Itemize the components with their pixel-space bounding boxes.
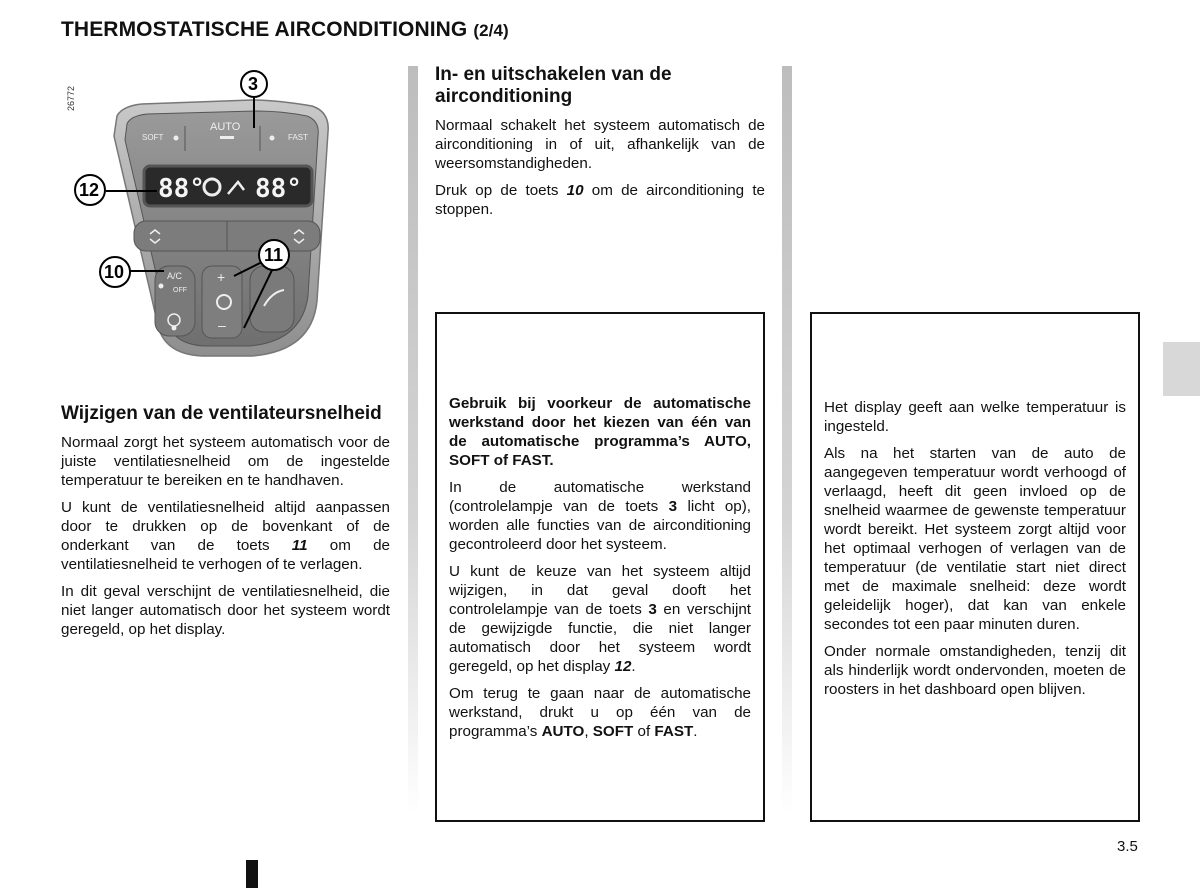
column-divider-right	[782, 66, 792, 816]
auto-mode-paragraph-4: Om terug te gaan naar de automatische werkstand, drukt u op één van de programma’s AUTO, SOFT of FAST.	[449, 685, 751, 740]
display-right-temp: 88°	[255, 174, 302, 204]
auto-mode-paragraph-3: U kunt de keuze van het systeem altijd wijzigen, in dat geval dooft het controlelampje van de toets 3 en verschijnt de gewijzigde functie, die niet langer automatisch door het systeem wordt geregeld, op het display 12.	[449, 563, 751, 675]
display-left-temp: 88°	[158, 174, 205, 204]
ac-switch-paragraph-1: Normaal schakelt het systeem automatisch de airconditioning in of uit, afhankelijk van de weersomstandigheden.	[435, 117, 765, 172]
display-note-paragraph-2: Als na het starten van de auto de aangegeven temperatuur wordt verhoogd of verlaagd, heeft dit geen invloed op de snelheid waarmee de gewenste temperatuur wordt bereikt. Het systeem zorgt altijd voor het optimaal verhogen of verlagen van de temperatuur (de ventilatie start niet direct met de maximale snelheid: deze wordt geleidelijk hoger), dat kan van enkele secondes tot een paar minuten duren.	[824, 445, 1126, 633]
auto-mode-paragraph-2: In de automatische werkstand (controlelampje van de toets 3 licht op), worden alle functies van de airconditioning gecontroleerd door het systeem.	[449, 479, 751, 553]
svg-text:12: 12	[79, 180, 100, 200]
ac-switch-heading: In- en uitschakelen van de airconditioning	[435, 64, 672, 107]
callout-3	[241, 71, 267, 97]
middle-column	[435, 64, 765, 227]
display-note-paragraph-1: Het display geeft aan welke temperatuur is ingesteld.	[824, 399, 1126, 435]
column-divider-left	[408, 66, 418, 816]
panel-auto-label: AUTO	[210, 121, 241, 133]
page-title	[61, 18, 509, 42]
display-note-box	[810, 312, 1140, 822]
fan-speed-paragraph-1: Normaal zorgt het systeem automatisch voor de juiste ventilatiesnelheid om de ingestelde temperatuur te bereiken en te handhaven.	[61, 434, 390, 489]
fan-speed-paragraph-2: U kunt de ventilatiesnelheid altijd aanpassen door te drukken op de bovenkant of de onderkant van de toets 11 om de ventilatiesnelheid te verhogen of te verlagen.	[61, 499, 390, 573]
svg-text:11: 11	[264, 245, 284, 265]
panel-off-label: OFF	[173, 287, 187, 294]
svg-text:10: 10	[104, 262, 125, 282]
auto-mode-lead: Gebruik bij voorkeur de automatische werkstand door het kiezen van één van de automatische programma’s AUTO, SOFT of FAST.	[449, 395, 751, 469]
page-number: 3.5	[1117, 838, 1138, 855]
panel-ac-label: A/C	[167, 271, 183, 281]
svg-text:3: 3	[248, 74, 259, 94]
footer-mark	[246, 860, 258, 888]
callout-10	[100, 257, 130, 287]
display-note-paragraph-3: Onder normale omstandigheden, tenzij dit als hinderlijk wordt ondervonden, moeten de roosters in het dashboard open blijven.	[824, 643, 1126, 698]
figure-ref: 26772	[66, 85, 76, 111]
panel-minus-label: –	[218, 317, 226, 333]
ac-switch-paragraph-2: Druk op de toets 10 om de airconditioning te stoppen.	[435, 182, 765, 218]
fan-speed-heading: Wijzigen van de ventilateursnelheid	[61, 403, 382, 424]
chapter-tab	[1163, 342, 1200, 396]
auto-mode-note-box	[435, 312, 765, 822]
left-column	[61, 403, 390, 647]
climate-panel-figure	[62, 66, 392, 366]
callout-12	[75, 175, 105, 205]
page-title-text: THERMOSTATISCHE AIRCONDITIONING	[61, 18, 468, 41]
fan-speed-paragraph-3: In dit geval verschijnt de ventilatiesnelheid, die niet langer automatisch door het systeem wordt geregeld, op het display.	[61, 583, 390, 638]
callout-11	[259, 240, 289, 270]
panel-soft-label: SOFT	[142, 133, 164, 142]
page-title-part: (2/4)	[473, 21, 509, 40]
panel-plus-label: +	[217, 269, 226, 285]
panel-fast-label: FAST	[288, 133, 309, 142]
